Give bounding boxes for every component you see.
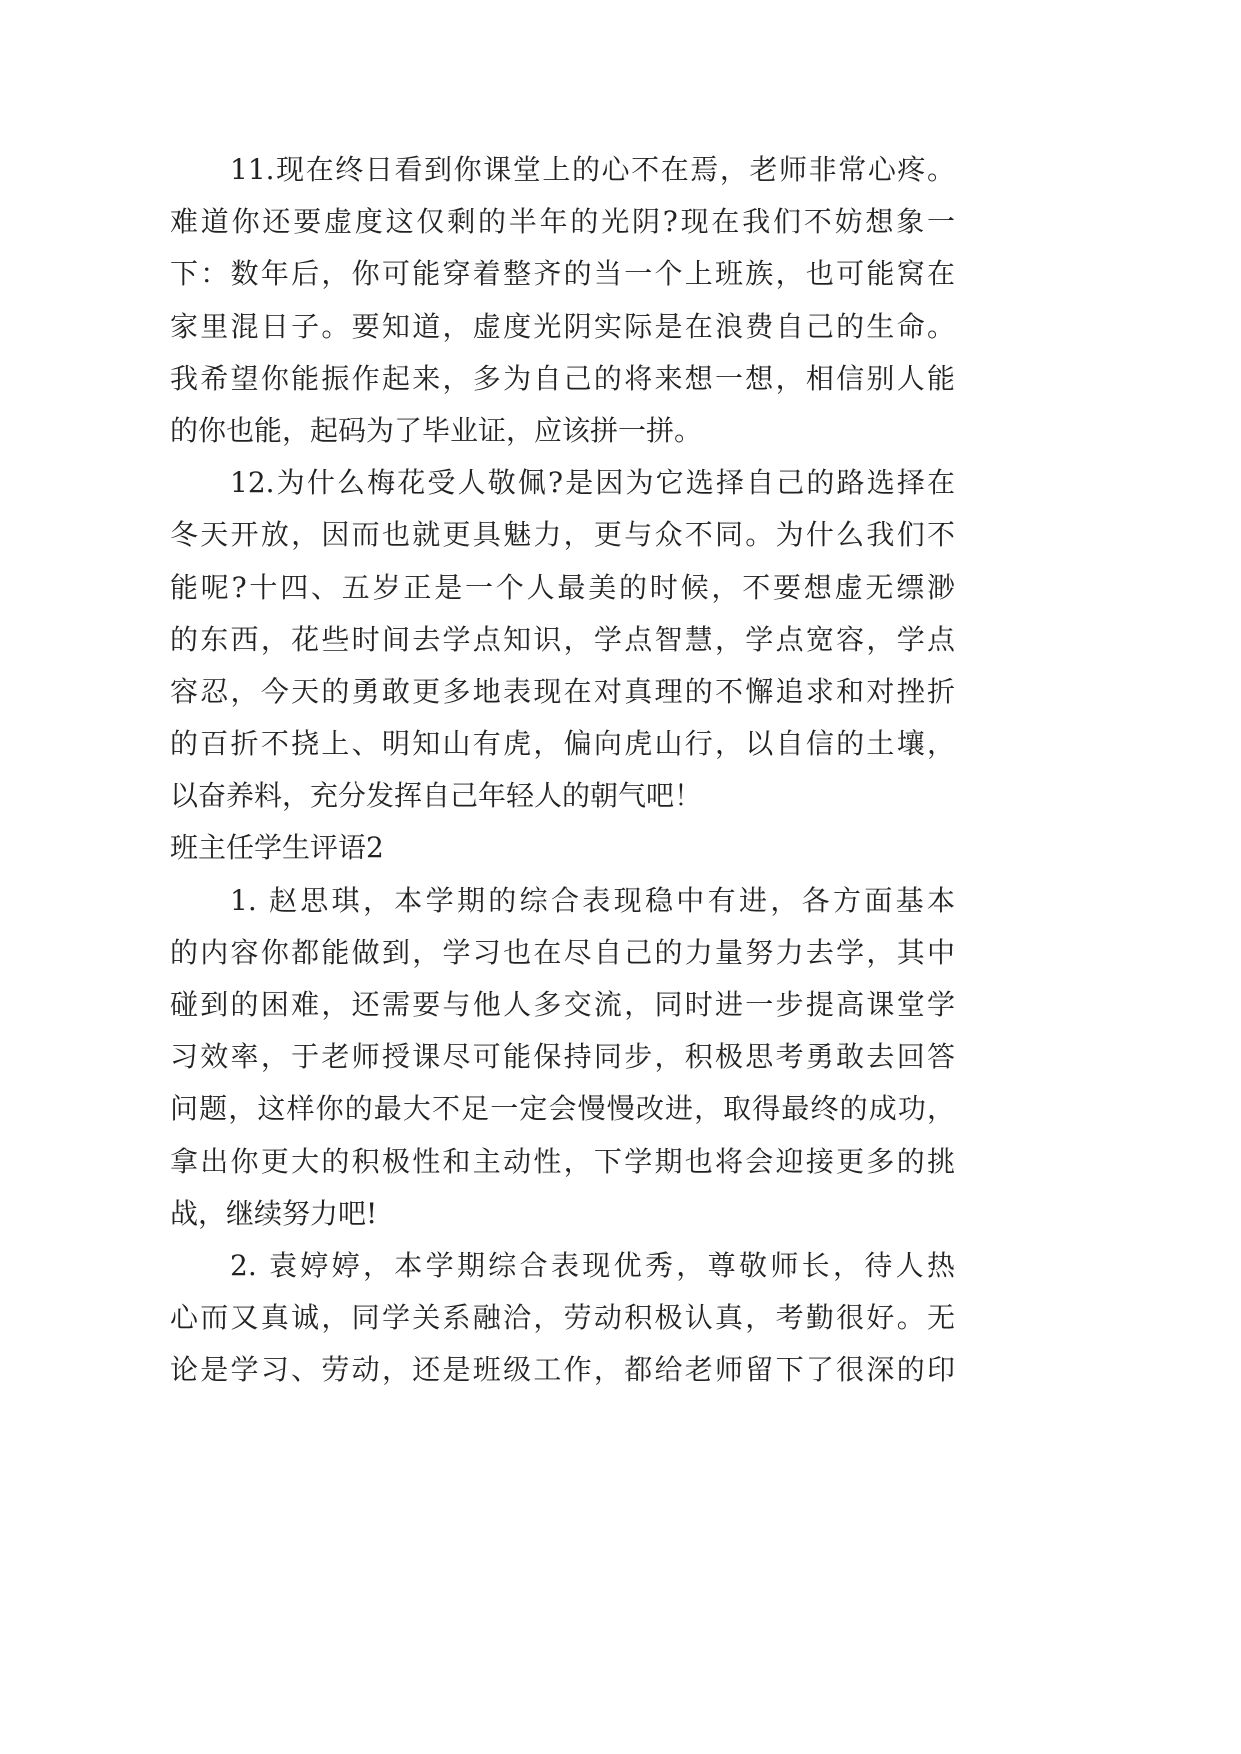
paragraph-comment-11 bbox=[170, 144, 955, 457]
text-line: 问题，这样你的最大不足一定会慢慢改进，取得最终的成功， bbox=[170, 1092, 955, 1126]
text-line: 的你也能，起码为了毕业证，应该拼一拼。 bbox=[170, 413, 703, 447]
text-line: 心而又真诚，同学关系融洽，劳动积极认真，考勤很好。无 bbox=[170, 1301, 955, 1335]
text-line: 冬天开放，因而也就更具魅力，更与众不同。为什么我们不 bbox=[170, 518, 955, 552]
text-line: 容忍，今天的勇敢更多地表现在对真理的不懈追求和对挫折 bbox=[170, 674, 955, 708]
text-line: 习效率，于老师授课尽可能保持同步，积极思考勇敢去回答 bbox=[170, 1040, 955, 1074]
text-line: 的东西，花些时间去学点知识，学点智慧，学点宽容，学点 bbox=[170, 622, 955, 656]
text-line: 家里混日子。要知道，虚度光阴实际是在浪费自己的生命。 bbox=[170, 309, 955, 343]
section-heading-block bbox=[170, 822, 955, 874]
text-line: 的内容你都能做到，学习也在尽自己的力量努力去学，其中 bbox=[170, 935, 955, 969]
document-body bbox=[170, 144, 955, 1397]
paragraph-comment-12 bbox=[170, 457, 955, 822]
text-line: 12.为什么梅花受人敬佩?是因为它选择自己的路选择在 bbox=[230, 466, 955, 500]
text-line: 的百折不挠上、明知山有虎，偏向虎山行，以自信的土壤， bbox=[170, 727, 955, 761]
text-line: 1. 赵思琪，本学期的综合表现稳中有进，各方面基本 bbox=[230, 883, 955, 917]
text-line: 11.现在终日看到你课堂上的心不在焉，老师非常心疼。 bbox=[230, 153, 955, 186]
text-line: 我希望你能振作起来，多为自己的将来想一想，相信别人能 bbox=[170, 361, 955, 395]
text-line: 战，继续努力吧! bbox=[170, 1196, 378, 1230]
text-line: 论是学习、劳动，还是班级工作，都给老师留下了很深的印 bbox=[170, 1353, 955, 1387]
paragraph-comment-2 bbox=[170, 1240, 955, 1397]
text-line: 2. 袁婷婷，本学期综合表现优秀，尊敬师长，待人热 bbox=[230, 1248, 955, 1282]
text-line: 拿出你更大的积极性和主动性，下学期也将会迎接更多的挑 bbox=[170, 1144, 955, 1178]
text-line: 碰到的困难，还需要与他人多交流，同时进一步提高课堂学 bbox=[170, 988, 955, 1021]
text-line: 下：数年后，你可能穿着整齐的当一个上班族，也可能窝在 bbox=[170, 257, 955, 291]
text-line: 难道你还要虚度这仅剩的半年的光阴?现在我们不妨想象一 bbox=[170, 205, 955, 239]
text-line: 能呢?十四、五岁正是一个人最美的时候，不要想虚无缥渺 bbox=[170, 570, 955, 604]
paragraph-comment-1 bbox=[170, 875, 955, 1240]
section-heading: 班主任学生评语2 bbox=[170, 831, 384, 865]
text-line: 以奋养料，充分发挥自己年轻人的朝气吧！ bbox=[170, 779, 703, 813]
